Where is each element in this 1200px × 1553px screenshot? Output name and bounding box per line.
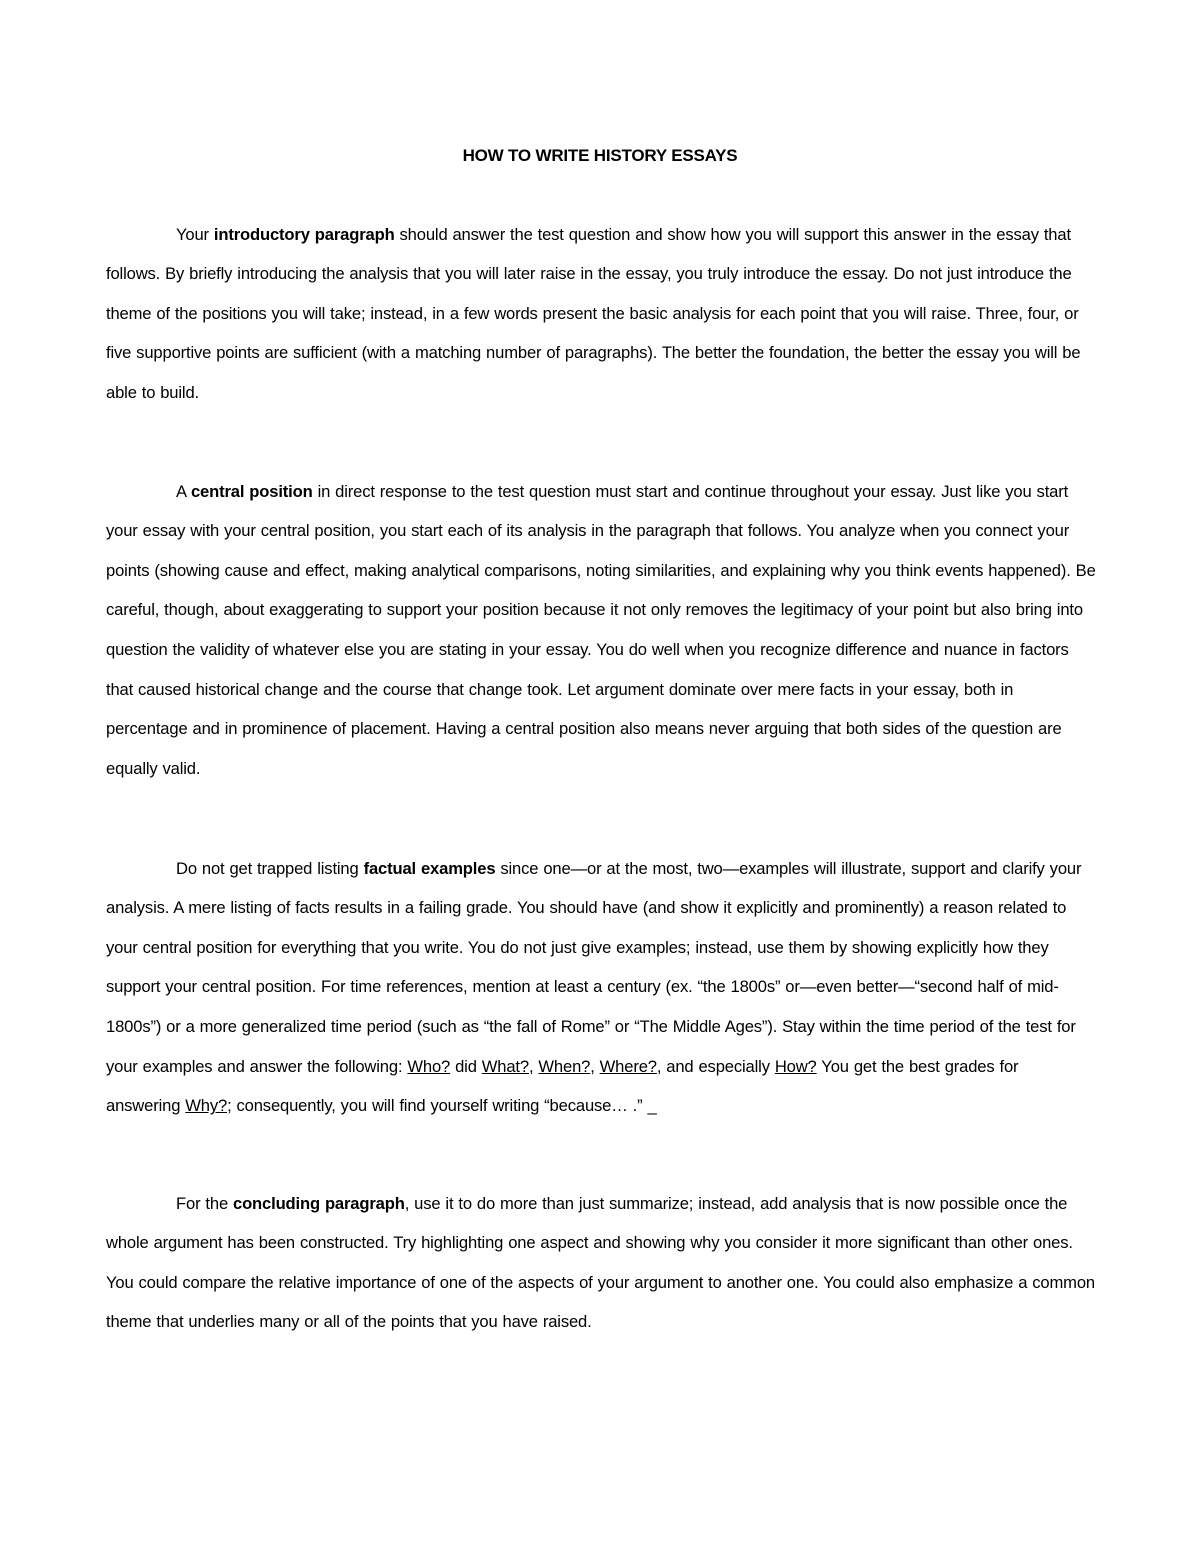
bold-term: concluding paragraph	[232, 1193, 405, 1213]
paragraph-text: A	[176, 481, 191, 501]
paragraph-text: For the	[176, 1193, 233, 1213]
paragraph-text: Your	[176, 224, 214, 244]
paragraph-text: since one—or at the most, two—examples will illustrate, support and clarify your analysis. A mere listing of facts results in a failing grade. You should have (and show it explicitly and prominently) a reason related to your central position for everything that you write. You do not just give examples; instead, use them by showing explicitly how they support your central position. For time references, mention at least a century (ex. “the 1800s” or—even better—“second half of mid-1800s”) or a more generalized time period (such as “the fall of Rome” or “The Middle Ages”). Stay within the time period of the test for your examples and answer the following:	[106, 858, 1082, 1076]
paragraph-text: in direct response to the test question must start and continue throughout your essay. Just like you start your essay with your central position, you start each of its analysis in the paragraph that follows. You analyze when you connect your points (showing cause and effect, making analytical comparisons, noting similarities, and explaining why you think events happened). Be careful, though, about exaggerating to support your position because it not only removes the legitimacy of your point but also bring into question the validity of whatever else you are stating in your essay. You do well when you recognize difference and nuance in factors that caused historical change and the course that change took. Let argument dominate over mere facts in your essay, both in percentage and in prominence of placement. Having a central position also means never arguing that both sides of the question are equally valid.	[106, 481, 1096, 778]
bold-term: introductory paragraph	[213, 224, 395, 244]
paragraph-text: You get the best grades for answering	[106, 1056, 1019, 1116]
paragraph-text: , and especially	[656, 1056, 775, 1076]
underlined-why: Why?	[185, 1096, 228, 1116]
paragraph-text: , use it to do more than just summarize; instead, add analysis that is now possible once the whole argument has been constructed. Try highlighting one aspect and showing why you consider it more significant than other ones. You could compare the relative importance of one of the aspects of your argument to another one. You could also emphasize a common theme that underlies many or all of the points that you have raised.	[106, 1193, 1095, 1332]
paragraph-text: should answer the test question and show how you will support this answer in the essay that follows. By briefly introducing the analysis that you will later raise in the essay, you truly introduce the essay. Do not just introduce the theme of the positions you will take; instead, in a few words present the basic analysis for each point that you will raise. Three, four, or five supportive points are sufficient (with a matching number of paragraphs). The better the foundation, the better the essay you will be able to build.	[106, 224, 1081, 402]
underlined-where: Where?	[599, 1056, 657, 1076]
central-position-paragraph	[106, 472, 1096, 789]
bold-term: central position	[190, 481, 313, 501]
underlined-when: When?	[538, 1056, 591, 1076]
paragraph-text: Do not get trapped listing	[176, 858, 364, 878]
underlined-what: What?	[481, 1056, 529, 1076]
paragraph-text: ,	[528, 1056, 539, 1076]
underlined-how: How?	[774, 1056, 817, 1076]
bold-term: factual examples	[363, 858, 496, 878]
concluding-paragraph	[106, 1184, 1096, 1342]
paragraph-text: ,	[590, 1056, 600, 1076]
paragraph-text: ; consequently, you will find yourself writing “because… .” _	[227, 1096, 657, 1116]
paragraph-text: did	[450, 1056, 482, 1076]
underlined-who: Who?	[407, 1056, 451, 1076]
introductory-paragraph	[106, 215, 1096, 413]
factual-examples-paragraph	[106, 849, 1096, 1126]
document-title: HOW TO WRITE HISTORY ESSAYS	[462, 146, 738, 165]
